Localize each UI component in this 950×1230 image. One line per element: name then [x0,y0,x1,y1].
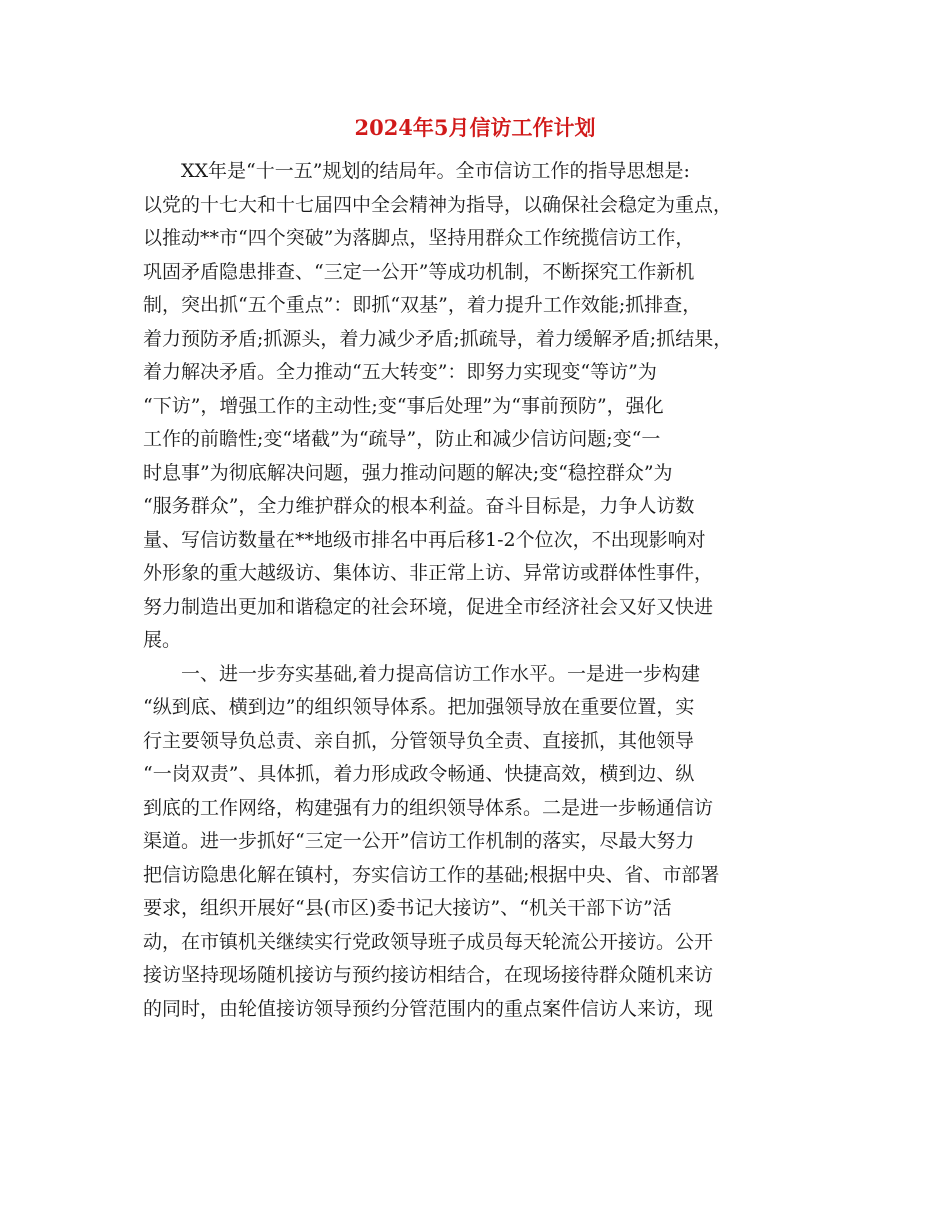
text-line: 行主要领导负总责、亲自抓，分管领导负全责、直接抓，其他领导 [143,729,695,752]
text-line: 量、写信访数量在**地级市排名中再后移1-2个位次，不出现影响对 [143,528,706,551]
text-line: 着力预防矛盾;抓源头，着力减少矛盾;抓疏导，着力缓解矛盾;抓结果， [143,327,733,350]
text-line: 外形象的重大越级访、集体访、非正常上访、异常访或群体性事件， [143,562,714,584]
text-line: 时息事”为彻底解决问题，强力推动问题的解决;变“稳控群众”为 [143,461,673,484]
paragraph-2 [143,658,823,1027]
text-line: 努力制造出更加和谐稳定的社会环境，促进全市经济社会又好又快进 [143,595,714,618]
text-line: 接访坚持现场随机接访与预约接访相结合，在现场接待群众随机来访 [143,964,714,986]
text-line: 把信访隐患化解在镇村，夯实信访工作的基础;根据中央、省、市部署 [143,863,720,886]
text-line: 巩固矛盾隐患排查、“三定一公开”等成功机制，不断探究工作新机 [143,260,695,283]
text-line: “纵到底、横到边”的组织领导体系。把加强领导放在重要位置，实 [143,696,695,718]
text-line: “下访”，增强工作的主动性;变“事后处理”为“事前预防”，强化 [143,394,664,417]
text-line: 到底的工作网络，构建强有力的组织领导体系。二是进一步畅通信访 [143,796,714,819]
text-line: 要求，组织开展好“县(市区)委书记大接访”、“机关干部下访”活 [143,897,672,919]
text-line: 以党的十七大和十七届四中全会精神为指导，以确保社会稳定为重点， [143,193,733,216]
text-line: “一岗双责”、具体抓，着力形成政令畅通、快捷高效，横到边、纵 [143,763,695,785]
text-line: 展。 [143,629,182,651]
text-line: “服务群众”，全力维护群众的根本利益。奋斗目标是，力争人访数 [143,495,695,517]
text-line: 着力解决矛盾。全力推动“五大转变”：即努力实现变“等访”为 [143,361,657,383]
document-body [143,155,823,1026]
text-line: 工作的前瞻性;变“堵截”为“疏导”，防止和减少信访问题;变“一 [143,428,661,450]
document-title: 2024年5月信访工作计划 [354,115,596,140]
text-line: 动，在市镇机关继续实行党政领导班子成员每天轮流公开接访。公开 [143,930,714,953]
text-line: XX年是“十一五”规划的结局年。全市信访工作的指导思想是: [181,160,690,182]
text-line: 渠道。进一步抓好“三定一公开”信访工作机制的落实，尽最大努力 [143,830,695,852]
text-line: 以推动**市“四个突破”为落脚点，坚持用群众工作统揽信访工作， [143,227,695,249]
text-line: 制，突出抓“五个重点”：即抓“双基”，着力提升工作效能;抓排查， [143,294,702,316]
text-line: 一、进一步夯实基础,着力提高信访工作水平。一是进一步构建 [181,662,701,685]
text-line: 的同时，由轮值接访领导预约分管范围内的重点案件信访人来访，现 [143,997,714,1020]
paragraph-1 [143,155,823,658]
